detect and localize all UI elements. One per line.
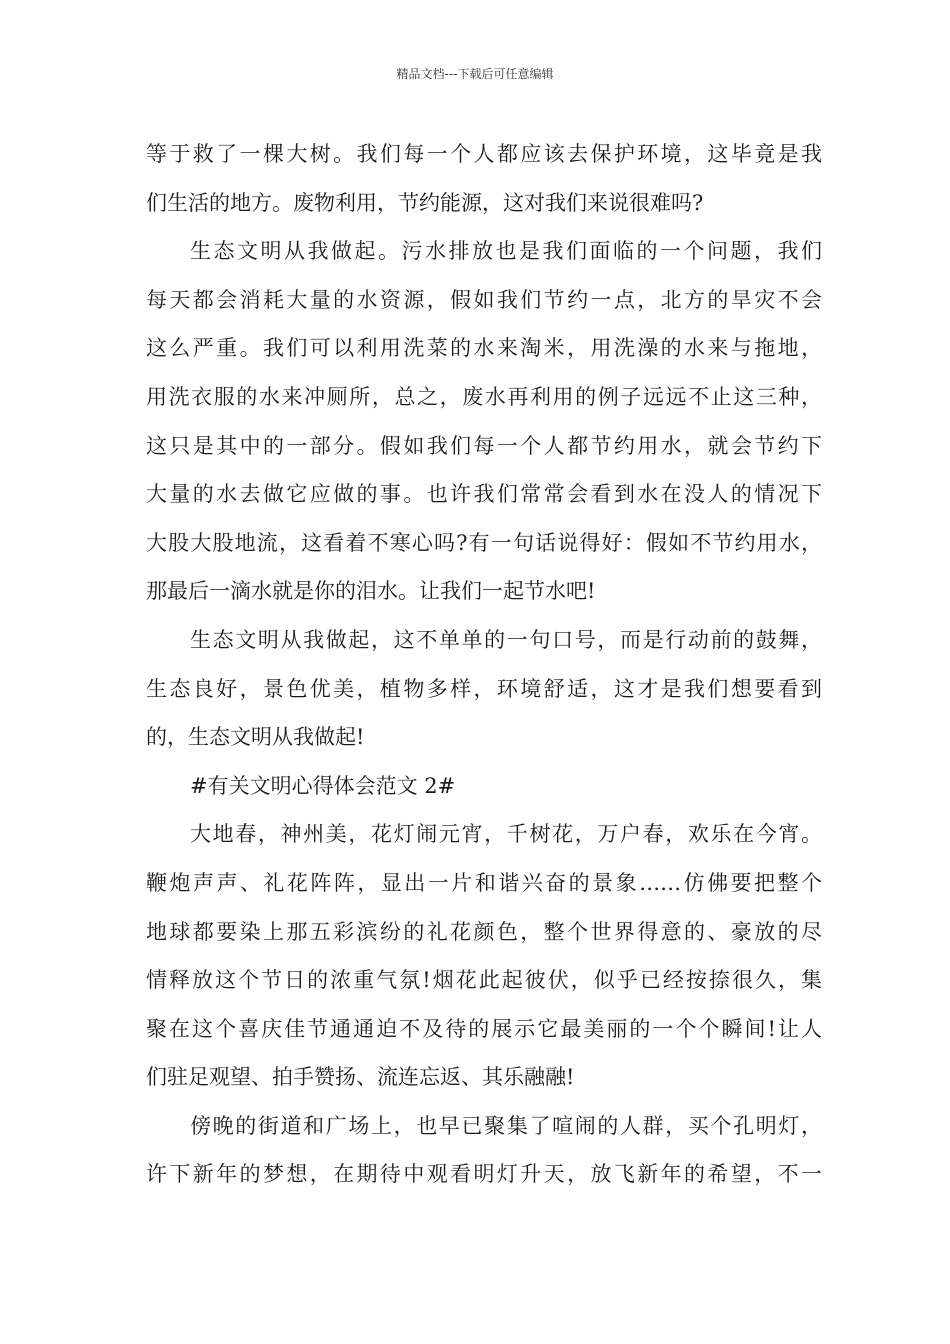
section-heading: #有关文明心得体会范文 2# [190,773,456,798]
text-line: 这只是其中的一部分。假如我们每一个人都节约用水，就会节约下 [146,433,822,458]
text-line: 大地春，神州美，花灯闹元宵，千树花，万户春，欢乐在今宵。 [190,822,822,847]
page-header: 精品文档---下载后可任意编辑 [396,67,554,81]
text-line: 鞭炮声声、礼花阵阵，显出一片和谐兴奋的景象……仿佛要把整个 [146,870,822,895]
text-line: 大股大股地流，这看着不寒心吗?有一句话说得好：假如不节约用水， [146,530,822,555]
text-line: 这么严重。我们可以利用洗菜的水来淘米，用洗澡的水来与拖地， [146,336,822,361]
text-line: 每天都会消耗大量的水资源，假如我们节约一点，北方的旱灾不会 [146,287,822,312]
text-line: 傍晚的街道和广场上，也早已聚集了喧闹的人群，买个孔明灯， [190,1113,822,1138]
text-line: 们驻足观望、拍手赞扬、流连忘返、其乐融融! [146,1065,575,1090]
text-line: 生态文明从我做起，这不单单的一句口号，而是行动前的鼓舞， [190,627,822,652]
text-line: 等于救了一棵大树。我们每一个人都应该去保护环境，这毕竟是我 [146,142,822,166]
text-line: 情释放这个节日的浓重气氛!烟花此起彼伏，似乎已经按捺很久，集 [146,968,822,993]
text-line: 们生活的地方。废物利用，节约能源，这对我们来说很难吗? [146,190,704,215]
text-line: 生态良好，景色优美，植物多样，环境舒适，这才是我们想要看到 [146,676,822,701]
document-body [146,130,822,1199]
text-line: 用洗衣服的水来冲厕所，总之，废水再利用的例子远远不止这三种， [146,384,822,409]
text-line: 大量的水去做它应做的事。也许我们常常会看到水在没人的情况下 [146,482,822,507]
text-line: 生态文明从我做起。污水排放也是我们面临的一个问题，我们 [190,239,822,264]
text-line: 的，生态文明从我做起! [146,725,365,750]
text-line: 聚在这个喜庆佳节通通迫不及待的展示它最美丽的一个个瞬间!让人 [146,1016,822,1041]
text-line: 地球都要染上那五彩滨纷的礼花颜色，整个世界得意的、豪放的尽 [146,919,822,944]
text-line: 许下新年的梦想，在期待中观看明灯升天，放飞新年的希望，不一 [146,1162,822,1187]
text-line: 那最后一滴水就是你的泪水。让我们一起节水吧! [146,579,596,604]
